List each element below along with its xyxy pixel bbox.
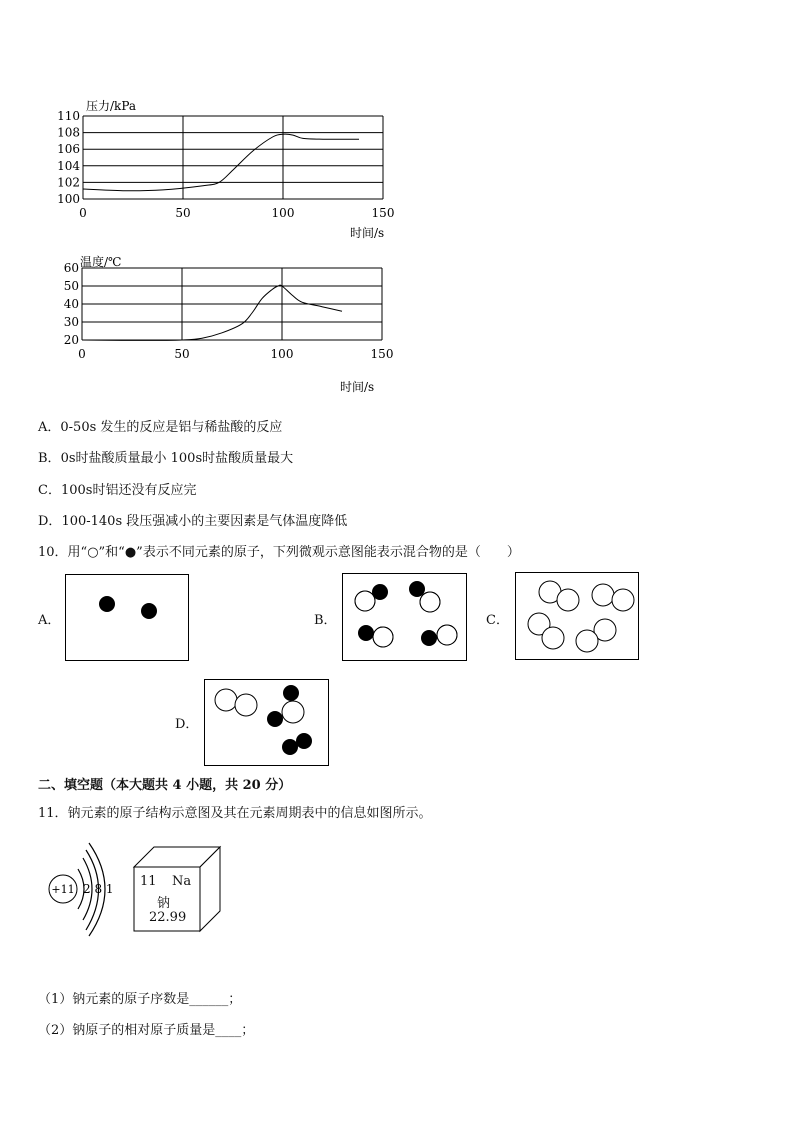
black-atom [141,603,157,619]
x-tick-label: 100 [271,206,295,220]
x-tick-label: 0 [79,206,87,220]
nucleus-charge: +11 [51,883,75,896]
q11-sub2: （2）钠原子的相对原子质量是____； [38,1023,255,1038]
y-tick-label: 110 [57,109,80,123]
white-atom [215,689,237,711]
y-tick-label: 30 [63,315,79,329]
section-heading: 二、填空题（本大题共 4 小题，共 20 分） [38,778,292,793]
temperature-line [82,285,342,340]
white-atom [282,701,304,723]
black-atom [267,711,283,727]
pressure-xlabel: 时间/s [350,226,385,240]
x-tick-label: 100 [270,347,294,361]
x-tick-label: 50 [174,347,190,361]
x-tick-label: 150 [371,206,395,220]
element-name: 钠 [157,896,171,911]
white-atom [235,694,257,716]
x-tick-label: 0 [78,347,86,361]
q10-label-a: A． [38,613,61,628]
white-atom [542,627,564,649]
temperature-ylabel: 温度/℃ [80,255,122,269]
element-mass: 22.99 [149,910,187,925]
q10-box-d [204,679,330,767]
x-tick-label: 50 [175,206,191,220]
black-atom [421,630,437,646]
white-atom [557,589,579,611]
q9-option-d: D．100-140s 段压强减小的主要因素是气体温度降低 [38,514,348,529]
sodium-atom-structure [45,840,135,940]
q11-sub1: （1）钠元素的原子序数是______； [38,992,242,1007]
white-atom [612,589,634,611]
y-tick-label: 104 [57,158,80,173]
electron-counts: 2 8 1 [83,882,114,896]
q10-label-b: B． [314,613,337,628]
x-tick-label: 150 [370,347,394,361]
q10-box-a [65,574,190,662]
y-tick-label: 20 [63,333,79,347]
black-atom [283,685,299,701]
pressure-ylabel: 压力/kPa [86,99,137,113]
q10-box-c [515,572,640,661]
q10-stem: 10．用“○”和“●”表示不同元素的原子，下列微观示意图能表示混合物的是（ ） [38,545,520,560]
y-tick-label: 100 [57,192,80,206]
q10-box-b [342,573,468,662]
element-symbol: Na [172,874,192,889]
q10-label-d: D． [175,717,199,732]
black-atom [358,625,374,641]
q9-option-b: B．0s时盐酸质量最小 100s时盐酸质量最大 [38,451,294,466]
q11-stem: 11．钠元素的原子结构示意图及其在元素周期表中的信息如图所示。 [38,806,432,821]
black-atom [282,739,298,755]
black-atom [99,596,115,612]
y-tick-label: 108 [57,125,80,140]
y-tick-label: 40 [63,297,79,311]
element-number: 11 [140,874,157,889]
y-tick-label: 50 [63,279,79,293]
y-tick-label: 106 [57,142,80,157]
pressure-chart [40,95,410,245]
y-tick-label: 102 [57,175,80,190]
temperature-chart [40,250,410,400]
q9-option-a: A．0-50s 发生的反应是铝与稀盐酸的反应 [38,420,283,435]
q9-option-c: C．100s时铝还没有反应完 [38,483,197,498]
white-atom [592,584,614,606]
temperature-xlabel: 时间/s [340,380,375,394]
white-atom [576,630,598,652]
black-atom [296,733,312,749]
q10-label-c: C． [486,613,509,628]
pressure-grid [83,116,383,199]
y-tick-label: 60 [63,261,79,275]
